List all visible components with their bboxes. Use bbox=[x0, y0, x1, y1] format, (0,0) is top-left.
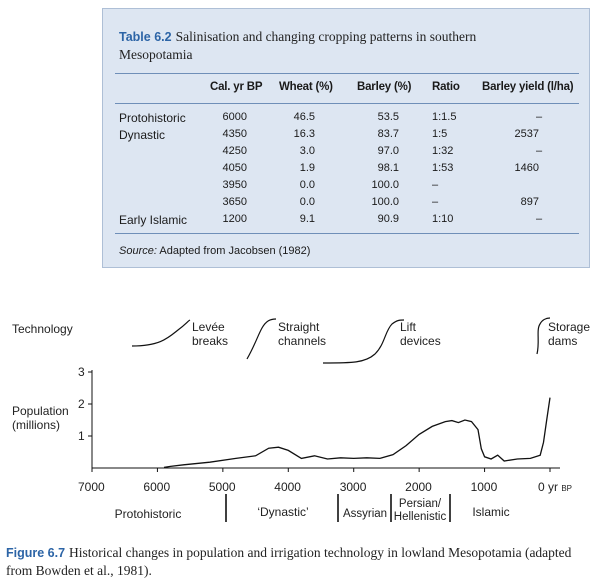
x-tick-label: 3000 bbox=[339, 480, 367, 494]
tech-label-channels: Straight channels bbox=[278, 320, 327, 348]
table-cell: 98.1 bbox=[377, 162, 399, 174]
table-cell: 3.0 bbox=[299, 145, 315, 157]
table-cell: 9.1 bbox=[299, 213, 315, 225]
table-cell: 3950 bbox=[222, 179, 247, 191]
period-assyrian: Assyrian bbox=[342, 508, 388, 520]
col-header-yield: Barley yield (l/ha) bbox=[482, 81, 574, 93]
x-tick-label: 2000 bbox=[405, 480, 432, 494]
table-cell: 897 bbox=[520, 196, 539, 208]
x-tick-label: 4000 bbox=[274, 480, 301, 494]
x-tick-label: 1000 bbox=[470, 480, 498, 494]
x-tick-label: 6000 bbox=[143, 480, 171, 494]
period-protohistoric: Protohistoric bbox=[114, 507, 182, 521]
figure-caption bbox=[6, 544, 576, 579]
source-text: Adapted from Jacobsen (1982) bbox=[159, 245, 311, 257]
x-tick-label: 0 yr BP bbox=[538, 480, 573, 494]
figure-6-7 bbox=[0, 290, 610, 540]
table-cell: 1:32 bbox=[432, 145, 454, 157]
population-line bbox=[164, 398, 550, 468]
col-header-wheat: Wheat (%) bbox=[279, 81, 333, 93]
tech-label-dams: Storage dams bbox=[548, 320, 591, 348]
figure-label: Figure 6.7 bbox=[6, 546, 66, 560]
x-unit: BP bbox=[561, 484, 573, 493]
table-caption bbox=[119, 28, 539, 63]
row-label: Dynastic bbox=[119, 128, 166, 142]
col-header-ratio: Ratio bbox=[432, 81, 460, 93]
table-cell: – bbox=[432, 196, 439, 208]
table-cell: 1:5 bbox=[432, 128, 448, 140]
table-cell: 4050 bbox=[222, 162, 247, 174]
table-cell: 90.9 bbox=[377, 213, 399, 225]
table-cell: 2537 bbox=[514, 128, 539, 140]
table-cell: 0.0 bbox=[299, 196, 315, 208]
table-cell: 100.0 bbox=[371, 196, 399, 208]
population-unit: (millions) bbox=[12, 418, 60, 432]
table-cell: 0.0 bbox=[299, 179, 315, 191]
table-cell: – bbox=[535, 145, 543, 157]
technology-label: Technology bbox=[12, 322, 73, 336]
table-caption-text: Salinisation and changing cropping patterns in southern Mesopotamia bbox=[119, 29, 477, 62]
table-cell: – bbox=[535, 111, 543, 123]
tech-label-levee: Levée breaks bbox=[192, 320, 229, 348]
tech-curve-straight-channels bbox=[247, 319, 276, 359]
table-cell: 1:10 bbox=[432, 213, 454, 225]
row-label: Protohistoric bbox=[119, 111, 186, 125]
table-6-2 bbox=[102, 8, 590, 268]
table-cell: 4350 bbox=[222, 128, 247, 140]
table-header-rule bbox=[115, 103, 579, 104]
table-label: Table 6.2 bbox=[119, 30, 172, 44]
x-tick-label: 5000 bbox=[208, 480, 236, 494]
row-label: Early Islamic bbox=[119, 213, 188, 227]
period-dynastic: ‘Dynastic’ bbox=[257, 505, 309, 519]
table-cell: 16.3 bbox=[293, 128, 315, 140]
table-cell: – bbox=[432, 179, 439, 191]
table-cell: 97.0 bbox=[377, 145, 399, 157]
population-label: Population bbox=[12, 404, 69, 418]
table-top-rule bbox=[115, 73, 579, 74]
figure-caption-text: Historical changes in population and irrigation technology in lowland Mesopotamia (adapted from Bowden et al., 1981). bbox=[6, 545, 572, 578]
x-ticks bbox=[92, 468, 550, 472]
x-tick-label: 7000 bbox=[78, 480, 105, 494]
table-cell: 83.7 bbox=[377, 128, 399, 140]
table-cell: 1200 bbox=[222, 213, 247, 225]
table-cell: 1:53 bbox=[432, 162, 454, 174]
table-cell: – bbox=[535, 213, 543, 225]
table-bottom-rule bbox=[115, 233, 579, 234]
col-header-barley: Barley (%) bbox=[357, 81, 412, 93]
table-source bbox=[119, 245, 310, 257]
table-cell: 4250 bbox=[222, 145, 247, 157]
table-cell: 1460 bbox=[514, 162, 539, 174]
period-islamic: Islamic bbox=[472, 505, 510, 519]
tech-label-lift: Lift devices bbox=[400, 320, 441, 348]
table-cell: 46.5 bbox=[293, 111, 315, 123]
table-cell: 1.9 bbox=[299, 162, 315, 174]
col-header-year: Cal. yr BP bbox=[210, 81, 263, 93]
table-cell: 53.5 bbox=[377, 111, 399, 123]
table-cell: 1:1.5 bbox=[432, 111, 457, 123]
y-ticks bbox=[88, 372, 92, 436]
y-tick-label: 2 bbox=[78, 397, 85, 411]
y-tick-label: 1 bbox=[78, 429, 85, 443]
table-cell: 6000 bbox=[222, 111, 247, 123]
table-cell: 3650 bbox=[222, 196, 247, 208]
y-tick-label: 3 bbox=[78, 365, 85, 379]
tech-curve-levee-breaks bbox=[132, 320, 190, 346]
source-label: Source: bbox=[119, 245, 157, 257]
period-persian-hellenistic: Persian/ Hellenistic bbox=[393, 498, 447, 523]
table-cell: 100.0 bbox=[371, 179, 399, 191]
